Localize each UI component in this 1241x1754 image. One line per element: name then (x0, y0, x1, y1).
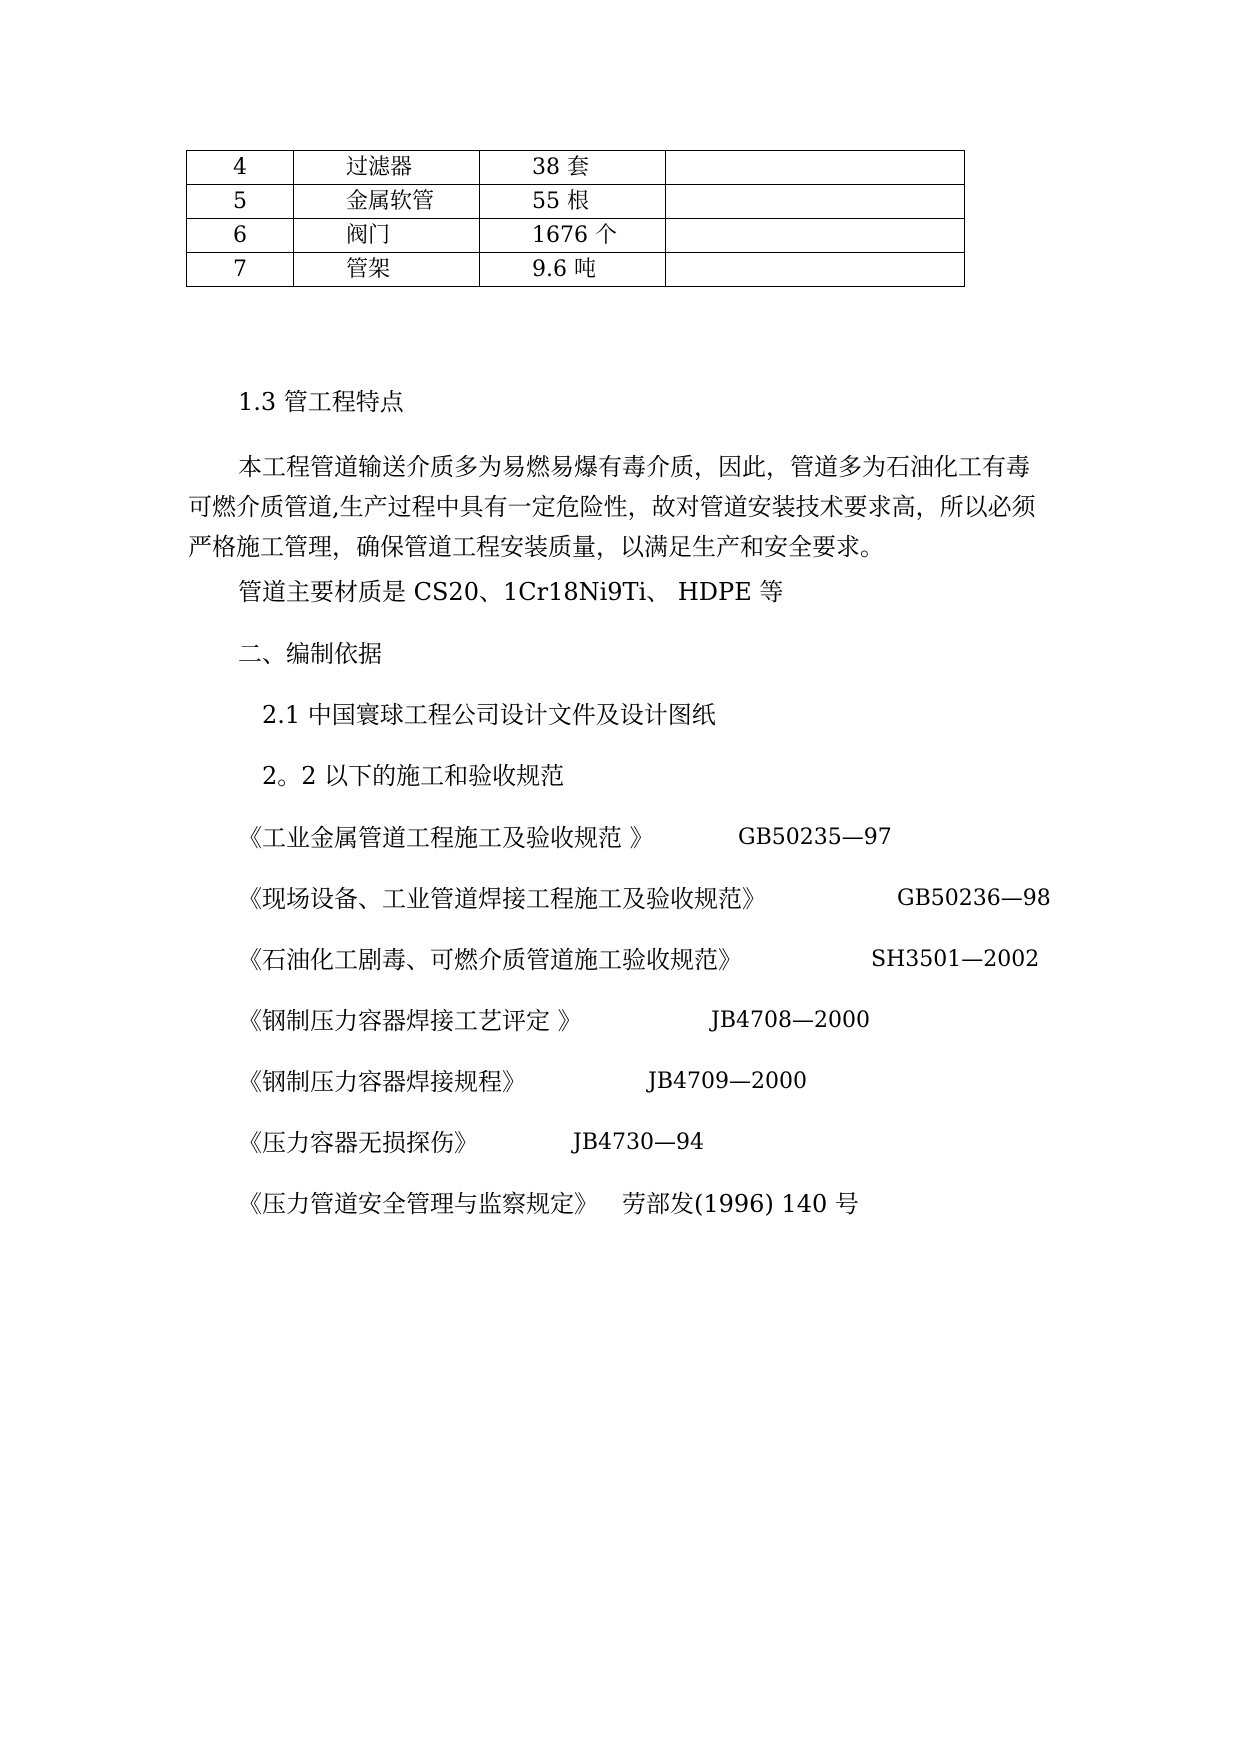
item-name: 管架 (294, 253, 480, 287)
row-number: 5 (187, 185, 294, 219)
item-note (666, 185, 965, 219)
item-quantity: 1676 个 (480, 219, 666, 253)
row-number: 7 (187, 253, 294, 287)
standard-title: 《钢制压力容器焊接规程》 (238, 1068, 526, 1096)
table-row (187, 151, 965, 185)
table-row (187, 185, 965, 219)
project-features-paragraph: 本工程管道输送介质多为易燃易爆有毒介质，因此，管道多为石油化工有毒可燃介质管道,生产过程中具有一定危险性，故对管道安装技术要求高，所以必须严格施工管理，确保管道工程安装质量，以满足生产和安全要求。 (188, 453, 1036, 561)
item-name: 过滤器 (294, 151, 480, 185)
item-2-1-text: 2.1 中国寰球工程公司设计文件及设计图纸 (262, 701, 716, 729)
standard-title: 《现场设备、工业管道焊接工程施工及验收规范》 (238, 885, 766, 913)
item-note (666, 253, 965, 287)
standard-code: JB4708—2000 (711, 1008, 870, 1033)
section-2-heading: 二、编制依据 (238, 640, 382, 668)
row-number: 4 (187, 151, 294, 185)
material-quantity-table (186, 150, 965, 287)
standard-code: JB4730—94 (573, 1130, 704, 1155)
item-name: 阀门 (294, 219, 480, 253)
standard-title: 《压力容器无损探伤》 (238, 1129, 478, 1157)
standard-title: 《压力管道安全管理与监察规定》 (238, 1190, 598, 1218)
table-row (187, 253, 965, 287)
item-quantity: 9.6 吨 (480, 253, 666, 287)
standard-title: 《石油化工剧毒、可燃介质管道施工验收规范》 (238, 946, 742, 974)
standard-code: SH3501—2002 (871, 947, 1040, 972)
standard-code: JB4709—2000 (648, 1069, 807, 1094)
standard-code: GB50236—98 (897, 886, 1051, 911)
item-2-2-text: 2。2 以下的施工和验收规范 (262, 762, 565, 790)
section-1-3-heading: 1.3 管工程特点 (238, 388, 404, 416)
item-name: 金属软管 (294, 185, 480, 219)
pipe-materials-text: 管道主要材质是 CS20、1Cr18Ni9Ti、 HDPE 等 (238, 578, 784, 606)
standard-code: GB50235—97 (738, 825, 892, 850)
item-note (666, 219, 965, 253)
row-number: 6 (187, 219, 294, 253)
standard-title: 《钢制压力容器焊接工艺评定 》 (238, 1007, 582, 1035)
item-note (666, 151, 965, 185)
table-row (187, 219, 965, 253)
item-quantity: 38 套 (480, 151, 666, 185)
standard-title: 《工业金属管道工程施工及验收规范 》 (238, 824, 654, 852)
item-quantity: 55 根 (480, 185, 666, 219)
standard-code: 劳部发(1996) 140 号 (622, 1190, 859, 1218)
